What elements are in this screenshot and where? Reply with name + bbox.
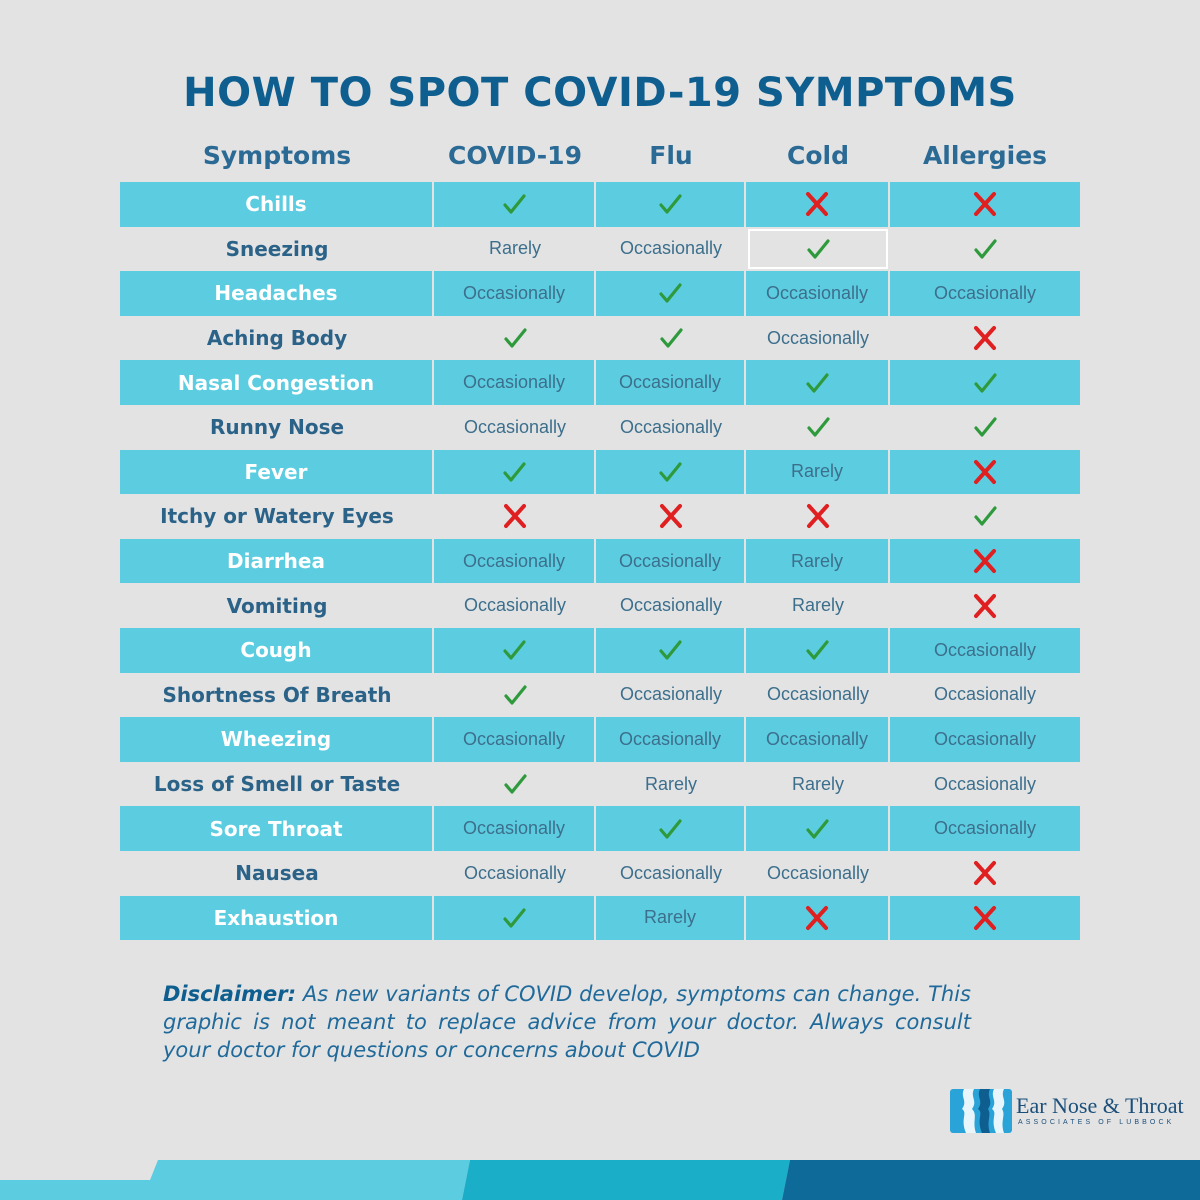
symptom-name: Chills — [120, 182, 434, 227]
check-icon — [500, 190, 528, 218]
status-check — [746, 628, 890, 673]
check-icon — [971, 235, 999, 263]
symptom-name: Sneezing — [225, 236, 329, 261]
status-text: Occasionally — [434, 717, 596, 762]
cross-icon — [501, 502, 529, 530]
symptom-name: Headaches — [120, 271, 434, 316]
status-check — [596, 450, 746, 495]
symptom-name: Vomiting — [226, 593, 328, 618]
check-icon — [656, 458, 684, 486]
status-text: Occasionally — [434, 539, 596, 584]
status-check — [890, 494, 1080, 539]
symptom-name: Sore Throat — [120, 806, 434, 851]
table-row — [120, 227, 1080, 272]
cross-icon — [803, 904, 831, 932]
check-icon — [501, 770, 529, 798]
symptom-name: Loss of Smell or Taste — [153, 772, 401, 797]
symptom-name: Wheezing — [120, 717, 434, 762]
table-row — [120, 450, 1080, 495]
status-check — [746, 806, 890, 851]
status-check — [890, 227, 1080, 272]
status-cross — [890, 539, 1080, 584]
status-text: Occasionally — [434, 271, 596, 316]
status-check — [434, 762, 596, 807]
footer-stripe-light — [0, 1160, 470, 1200]
status-text: Occasionally — [766, 862, 870, 883]
status-text: Occasionally — [463, 416, 567, 437]
header-flu: Flu — [649, 141, 693, 170]
status-text: Rarely — [746, 539, 890, 584]
cross-icon — [971, 592, 999, 620]
table-row — [120, 628, 1080, 673]
symptom-name: Itchy or Watery Eyes — [160, 504, 394, 529]
status-check — [596, 628, 746, 673]
check-icon — [971, 369, 999, 397]
status-cross — [890, 851, 1080, 896]
status-cross — [596, 494, 746, 539]
header-symptoms: Symptoms — [202, 141, 352, 170]
table-row — [120, 405, 1080, 450]
check-icon — [501, 324, 529, 352]
check-icon — [656, 190, 684, 218]
check-icon — [500, 904, 528, 932]
status-text: Rarely — [746, 450, 890, 495]
status-text: Occasionally — [619, 595, 723, 616]
check-icon — [804, 235, 832, 263]
table-row — [120, 360, 1080, 405]
status-text: Occasionally — [746, 271, 890, 316]
check-icon — [656, 815, 684, 843]
status-check — [434, 628, 596, 673]
table-row — [120, 182, 1080, 227]
cross-icon — [804, 502, 832, 530]
status-check — [434, 896, 596, 941]
cross-icon — [971, 190, 999, 218]
status-text: Occasionally — [619, 416, 723, 437]
status-text: Occasionally — [890, 271, 1080, 316]
table-row — [120, 851, 1080, 896]
status-text: Occasionally — [746, 717, 890, 762]
table-row — [120, 583, 1080, 628]
status-cross — [746, 182, 890, 227]
cross-icon — [971, 547, 999, 575]
footer-stripe-dark — [782, 1160, 1200, 1200]
status-text: Occasionally — [766, 327, 870, 348]
symptom-name: Nausea — [235, 861, 319, 886]
table-row — [120, 673, 1080, 718]
status-text: Rarely — [488, 238, 541, 259]
status-text: Occasionally — [596, 360, 746, 405]
symptom-name: Diarrhea — [120, 539, 434, 584]
status-check — [596, 182, 746, 227]
logo-subtitle: ASSOCIATES OF LUBBOCK — [1018, 1119, 1175, 1126]
check-icon — [500, 636, 528, 664]
status-text: Occasionally — [434, 806, 596, 851]
cross-icon — [971, 458, 999, 486]
check-icon — [803, 815, 831, 843]
status-text: Rarely — [791, 595, 844, 616]
status-check — [746, 227, 890, 272]
symptom-name: Shortness Of Breath — [162, 682, 392, 707]
status-text: Occasionally — [596, 539, 746, 584]
status-text: Occasionally — [596, 717, 746, 762]
status-check — [596, 316, 746, 361]
header-cold: Cold — [787, 141, 849, 170]
cross-icon — [971, 859, 999, 887]
status-text: Occasionally — [463, 595, 567, 616]
status-check — [434, 450, 596, 495]
symptom-name: Runny Nose — [209, 415, 345, 440]
table-row — [120, 271, 1080, 316]
check-icon — [656, 279, 684, 307]
table-row — [120, 806, 1080, 851]
check-icon — [804, 413, 832, 441]
check-icon — [656, 636, 684, 664]
status-text: Occasionally — [890, 628, 1080, 673]
status-cross — [434, 494, 596, 539]
disclaimer-text: As new variants of COVID develop, symptoms can change. This graphic is not meant to replace advice from your doctor. Always consult your doctor for questions or concerns about COVID — [163, 982, 971, 1062]
status-check — [596, 271, 746, 316]
status-text: Occasionally — [933, 684, 1037, 705]
status-check — [596, 806, 746, 851]
symptom-name: Cough — [120, 628, 434, 673]
symptom-name: Fever — [120, 450, 434, 495]
status-text: Occasionally — [463, 862, 567, 883]
cross-icon — [971, 324, 999, 352]
logo — [950, 1087, 1184, 1137]
symptom-name: Exhaustion — [120, 896, 434, 941]
status-cross — [890, 450, 1080, 495]
status-cross — [746, 494, 890, 539]
status-cross — [890, 896, 1080, 941]
table-row — [120, 539, 1080, 584]
status-check — [890, 360, 1080, 405]
check-icon — [971, 502, 999, 530]
footer-stripes — [0, 1160, 1200, 1200]
check-icon — [971, 413, 999, 441]
status-text: Rarely — [644, 773, 697, 794]
cross-icon — [657, 502, 685, 530]
symptom-name: Aching Body — [206, 326, 348, 351]
header-covid: COVID-19 — [448, 141, 582, 170]
status-text: Rarely — [596, 896, 746, 941]
table-row — [120, 494, 1080, 539]
logo-faces-icon — [950, 1087, 1012, 1137]
status-text: Occasionally — [619, 684, 723, 705]
status-check — [434, 673, 596, 718]
status-check — [890, 405, 1080, 450]
status-text: Occasionally — [890, 806, 1080, 851]
cross-icon — [971, 904, 999, 932]
status-check — [746, 405, 890, 450]
symptom-table — [120, 182, 1080, 940]
footer-stripe-mid — [462, 1160, 790, 1200]
status-cross — [890, 583, 1080, 628]
status-text: Occasionally — [933, 773, 1037, 794]
table-row — [120, 762, 1080, 807]
table-row — [120, 896, 1080, 941]
header-allergies: Allergies — [922, 141, 1048, 170]
check-icon — [501, 681, 529, 709]
status-text: Rarely — [791, 773, 844, 794]
disclaimer-label: Disclaimer: — [163, 982, 297, 1006]
check-icon — [657, 324, 685, 352]
check-icon — [803, 369, 831, 397]
disclaimer — [163, 980, 971, 1064]
status-cross — [890, 182, 1080, 227]
table-row — [120, 316, 1080, 361]
status-text: Occasionally — [619, 862, 723, 883]
cross-icon — [803, 190, 831, 218]
check-icon — [500, 458, 528, 486]
check-icon — [803, 636, 831, 664]
page-title: HOW TO SPOT COVID-19 SYMPTOMS — [183, 70, 1017, 116]
symptom-name: Nasal Congestion — [120, 360, 434, 405]
status-cross — [890, 316, 1080, 361]
status-check — [746, 360, 890, 405]
status-text: Occasionally — [890, 717, 1080, 762]
table-row — [120, 717, 1080, 762]
logo-name: Ear Nose & Throat — [1016, 1093, 1184, 1118]
status-cross — [746, 896, 890, 941]
status-check — [434, 316, 596, 361]
status-text: Occasionally — [434, 360, 596, 405]
status-check — [434, 182, 596, 227]
status-text: Occasionally — [766, 684, 870, 705]
status-text: Occasionally — [619, 238, 723, 259]
